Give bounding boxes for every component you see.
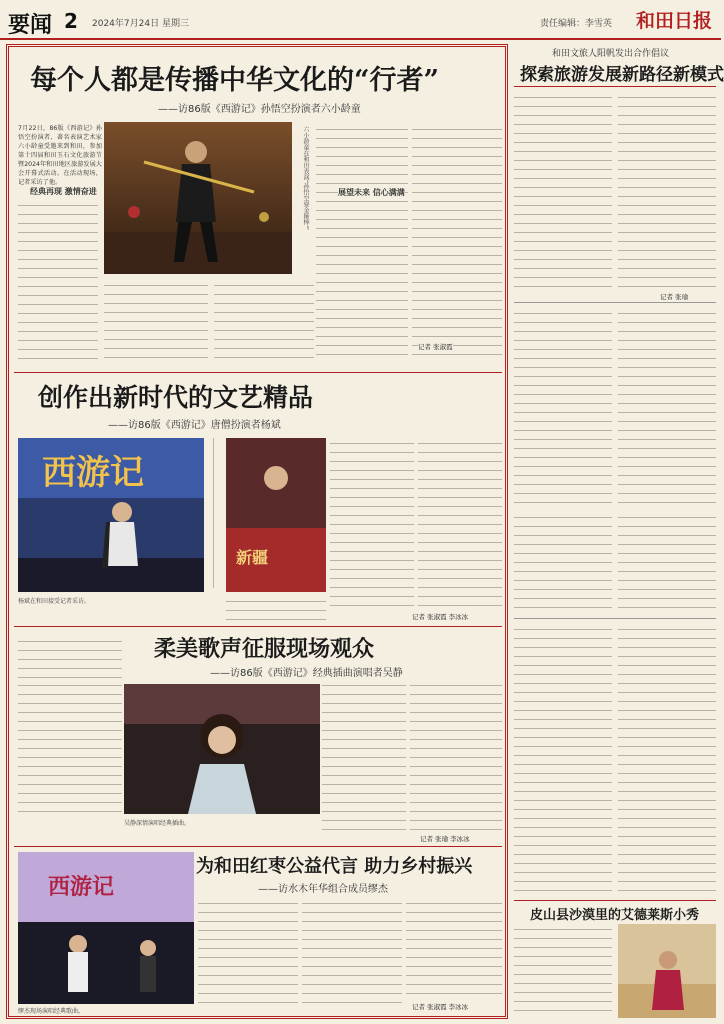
masthead [0, 0, 721, 40]
article2-photo-2 [226, 438, 326, 592]
section-name: 要闻 [8, 12, 53, 38]
svg-text:西游记: 西游记 [42, 453, 144, 493]
article2-subtitle: ——访86版《西游记》唐僧扮演者杨斌 [108, 420, 281, 431]
article4-photo [18, 852, 194, 1004]
svg-text:新疆: 新疆 [236, 548, 269, 567]
article4-byline: 记者 张淑霞 李冰冰 [412, 1003, 469, 1011]
article2-photo-caption: 杨斌在和田接受记者采访。 [18, 598, 91, 605]
article2-title: 创作出新时代的文艺精品 [38, 383, 314, 412]
article2-byline: 记者 张淑霞 李冰冰 [412, 613, 469, 621]
article3-title: 柔美歌声征服现场观众 [154, 636, 375, 662]
article3-subtitle: ——访86版《西游记》经典插曲演唱者吴静 [210, 668, 403, 679]
article4-subtitle: ——访水木年华组合成员缪杰 [258, 884, 388, 895]
article1-heading-2: 展望未来 信心满满 [338, 188, 405, 197]
newspaper-logo: 和田日报 [636, 10, 713, 32]
article3-byline: 记者 张瑜 李冰冰 [420, 835, 470, 843]
page-number: 2 [64, 9, 78, 33]
article3-photo-caption: 吴静深情演唱经典插曲。 [124, 820, 191, 827]
article3-photo [124, 684, 320, 814]
article1-photo [104, 122, 292, 274]
sidebar-bottom-title: 皮山县沙漠里的艾德莱斯小秀 [530, 908, 700, 923]
article2-photo [18, 438, 204, 592]
article1-photo-caption: 六小龄童在和田表演“孙悟空耍金箍棒”。 [302, 126, 309, 235]
article4-photo-caption: 缪杰现场演唱经典歌曲。 [18, 1008, 85, 1015]
issue-date: 2024年7月24日 星期三 [92, 19, 189, 29]
sidebar-byline: 记者 张瑜 [660, 293, 689, 301]
article1-title: 每个人都是传播中华文化的“行者” [30, 65, 440, 96]
sidebar-photo [618, 924, 716, 1018]
sidebar-kicker: 和田文旅人阳帆发出合作倡议 [552, 49, 670, 59]
editor-credit: 责任编辑：李雪英 [540, 19, 613, 29]
article1-heading-1: 经典再现 激情奋进 [30, 187, 97, 196]
article1-lead: 7月22日，86版《西游记》孙悟空扮演者、著名表演艺术家六小龄童受邀来到和田，参加第十四届和田玉石文化旅游节暨2024年和田地区旅游发展大会开幕式活动。在活动现场，记者采访了他。 [18, 125, 102, 186]
svg-text:西游记: 西游记 [48, 874, 115, 900]
article1-subtitle: ——访86版《西游记》孙悟空扮演者六小龄童 [158, 104, 361, 115]
article4-title: 为和田红枣公益代言 助力乡村振兴 [196, 856, 473, 877]
sidebar-title: 探索旅游发展新路径新模式 [520, 65, 724, 85]
article1-byline: 记者 张淑霞 [418, 343, 453, 351]
